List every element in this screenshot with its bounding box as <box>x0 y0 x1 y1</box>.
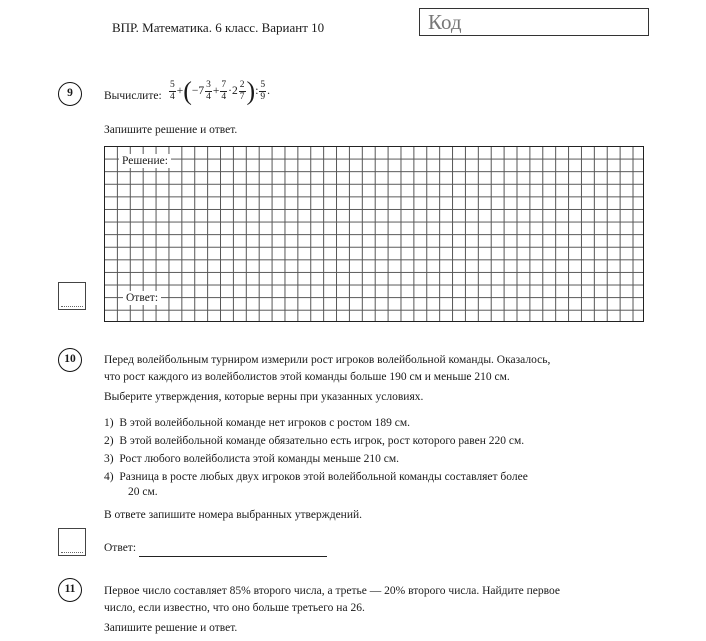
answer-label-q9: Ответ: <box>123 291 161 305</box>
option-2: 2) В этой волейбольной команде обязательно есть игрок, рост которого равен 220 см. <box>104 435 525 447</box>
code-label: Код <box>428 10 462 34</box>
question-10-number: 10 <box>58 348 82 372</box>
fraction-5-9: $\frac{5}{9}$ <box>260 80 266 102</box>
q11-text-line-1: Первое число составляет 85% второго числа, а третье — 20% второго числа. Найдите первое <box>104 585 560 597</box>
q10-instruction: В ответе запишите номера выбранных утверждений. <box>104 509 363 521</box>
answer-line-q10[interactable] <box>139 544 327 557</box>
answer-label-q10: Ответ: <box>104 542 137 554</box>
q11-text-line-2: число, если известно, что оно больше третьего на 26. <box>104 602 365 614</box>
option-4: 4) Разница в росте любых двух игроков этой волейбольной команды составляет более <box>104 471 528 483</box>
q10-text-line-3: Выберите утверждения, которые верны при указанных условиях. <box>104 391 424 403</box>
q10-text-line-2: что рост каждого из волейболистов этой команды больше 190 см и меньше 210 см. <box>104 371 510 383</box>
question-11-number: 11 <box>58 578 82 602</box>
page-header-title: ВПР. Математика. 6 класс. Вариант 10 <box>112 20 325 35</box>
option-4-continuation: 20 см. <box>128 486 158 498</box>
score-box-q9[interactable] <box>58 282 86 310</box>
fraction-3-4: $\frac{3}{4}$ <box>206 80 211 102</box>
q11-instruction: Запишите решение и ответ. <box>104 622 238 634</box>
q9-prompt: Вычислите: <box>104 90 162 102</box>
option-3: 3) Рост любого волейболиста этой команды меньше 210 см. <box>104 453 400 465</box>
question-9-number: 9 <box>58 82 82 106</box>
fraction-2-7: $\frac{2}{7}$ <box>239 80 245 102</box>
score-box-q10[interactable] <box>58 528 86 556</box>
fraction-7-4: $\frac{7}{4}$ <box>221 80 227 102</box>
q10-answer-row <box>104 540 327 557</box>
q10-text-line-1: Перед волейбольным турниром измерили рост игроков волейбольной команды. Оказалось, <box>104 354 551 366</box>
fraction-5-4: $\frac{5}{4}$ <box>170 80 175 102</box>
option-1: 1) В этой волейбольной команде нет игроков с ростом 189 см. <box>104 417 411 429</box>
code-box[interactable] <box>419 8 649 36</box>
solution-label: Решение: <box>119 154 171 168</box>
q9-instruction: Запишите решение и ответ. <box>104 124 238 136</box>
solution-grid[interactable] <box>104 146 644 322</box>
q9-expression: $\frac{5}{4}$ +(−7 $\frac{3}{4}$ + $\frac{7}{4}$ ·2 $\frac{2}{7}$ ): $\frac{5}{9}$ . <box>170 76 271 106</box>
